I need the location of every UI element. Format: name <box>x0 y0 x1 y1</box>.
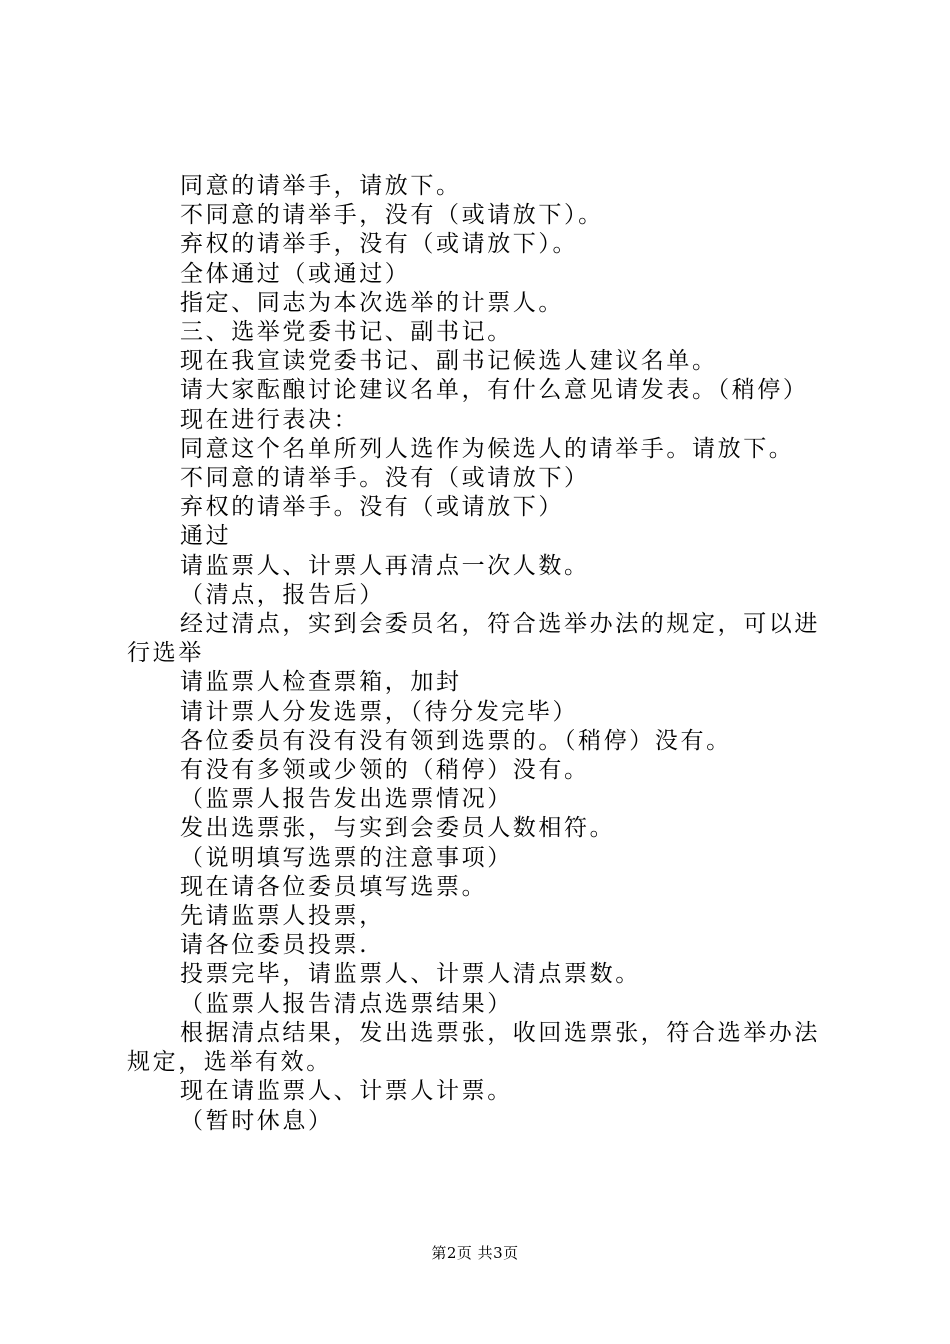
page-number-footer: 第2页 共3页 <box>431 1244 519 1262</box>
paragraph: 不同意的请举手，没有（或请放下）。 <box>180 202 604 229</box>
paragraph: 请监票人检查票箱，加封 <box>180 669 462 696</box>
paragraph: 请监票人、计票人再清点一次人数。 <box>180 552 590 579</box>
paragraph: 弃权的请举手，没有（或请放下）。 <box>180 231 579 258</box>
paragraph: （暂时休息） <box>180 1107 334 1134</box>
paragraph: 指定、同志为本次选举的计票人。 <box>180 289 564 316</box>
paragraph: 发出选票张，与实到会委员人数相符。 <box>180 815 616 842</box>
paragraph: （清点，报告后） <box>180 581 385 608</box>
paragraph: 全体通过（或通过） <box>180 260 411 287</box>
paragraph: 投票完毕，请监票人、计票人清点票数。 <box>180 961 641 988</box>
paragraph: 弃权的请举手。没有（或请放下） <box>180 494 564 521</box>
paragraph: 有没有多领或少领的（稍停）没有。 <box>180 757 590 784</box>
paragraph: 同意这个名单所列人选作为候选人的请举手。请放下。 <box>180 435 795 462</box>
paragraph: 先请监票人投票， <box>180 903 385 930</box>
paragraph: 三、选举党委书记、副书记。 <box>180 319 513 346</box>
paragraph: （说明填写选票的注意事项） <box>180 844 513 871</box>
paragraph: 不同意的请举手。没有（或请放下） <box>180 465 590 492</box>
paragraph: 现在进行表决： <box>180 406 360 433</box>
paragraph: 同意的请举手，请放下。 <box>180 173 462 199</box>
paragraph: （监票人报告发出选票情况） <box>180 786 513 813</box>
paragraph: 现在我宣读党委书记、副书记候选人建议名单。 <box>180 348 718 375</box>
document-body <box>127 172 833 1136</box>
paragraph: 各位委员有没有没有领到选票的。（稍停）没有。 <box>180 727 732 754</box>
paragraph: 请各位委员投票. <box>180 932 370 959</box>
paragraph: 请计票人分发选票，（待分发完毕） <box>180 698 579 725</box>
paragraph: 现在请监票人、计票人计票。 <box>180 1078 513 1105</box>
paragraph: 经过清点，实到会委员名，符合选举办法的规定，可以进行选举 <box>127 611 820 667</box>
paragraph: （监票人报告清点选票结果） <box>180 990 513 1017</box>
paragraph: 现在请各位委员填写选票。 <box>180 873 488 900</box>
paragraph: 通过 <box>180 523 232 550</box>
paragraph: 请大家酝酿讨论建议名单，有什么意见请发表。（稍停） <box>180 377 809 404</box>
paragraph: 根据清点结果，发出选票张，收回选票张，符合选举办法规定，选举有效。 <box>127 1019 820 1076</box>
